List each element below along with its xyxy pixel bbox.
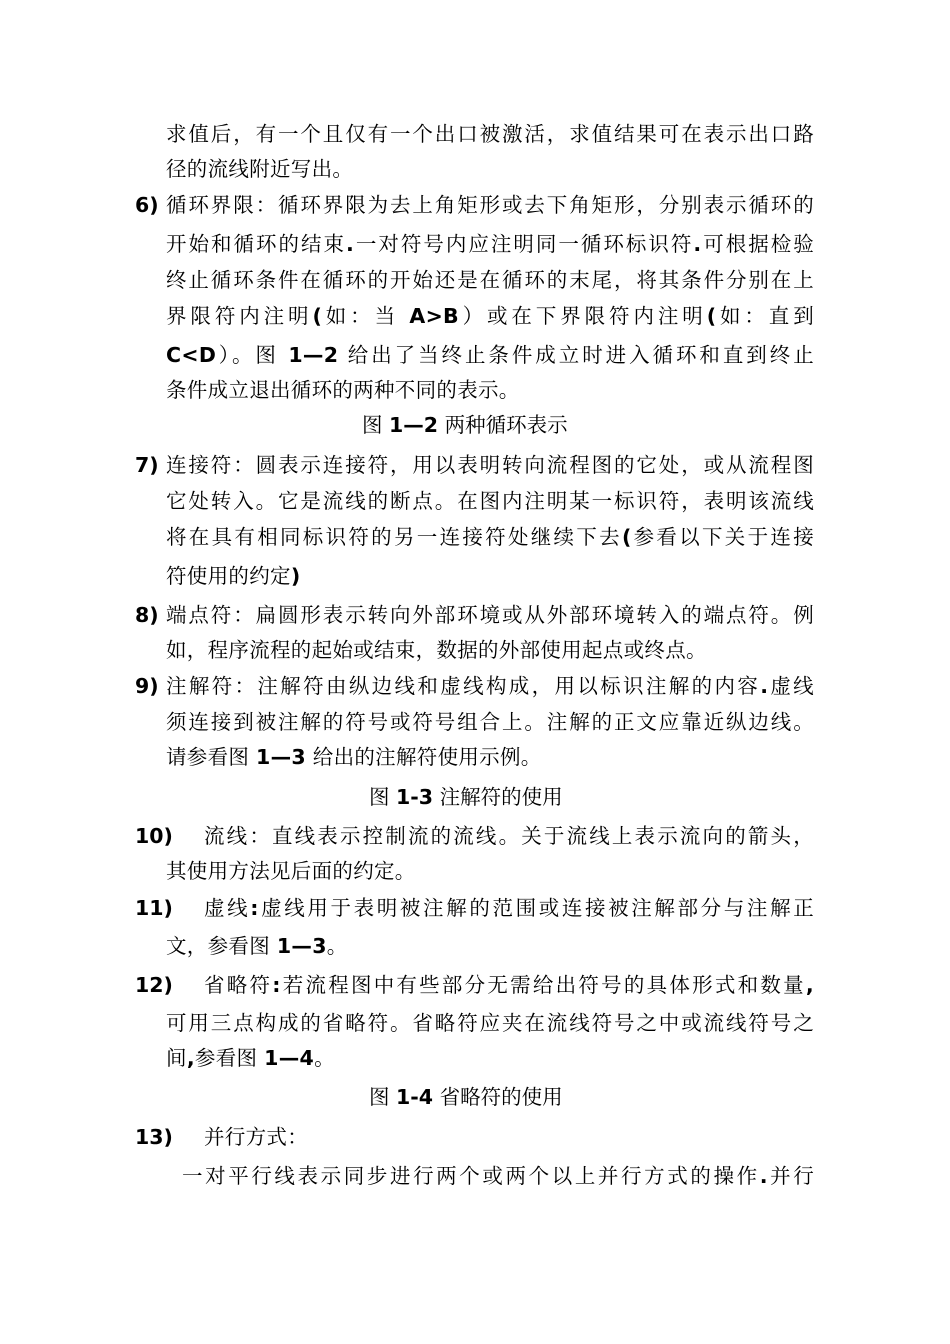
text-line: 如，程序流程的起始或结束，数据的外部使用起点或终点。 [166,638,707,662]
text-line: 界限符内注明(如：当 A>B）或在下界限符内注明(如：直到 [166,304,814,328]
text-line: 终止循环条件在循环的开始还是在循环的末尾，将其条件分别在上 [166,268,814,292]
text-line: 虚线:虚线用于表明被注解的范围或连接被注解部分与注解正 [204,896,814,920]
figure-caption: 图 1-3 注解符的使用 [369,785,563,809]
item-number: 7) [135,453,159,477]
figure-caption: 图 1-4 省略符的使用 [369,1085,563,1109]
text-line: 符使用的约定) [166,564,301,588]
item-number: 11) [135,896,173,920]
text-line: 请参看图 1—3 给出的注解符使用示例。 [166,745,542,769]
text-line: 间,参看图 1—4。 [166,1046,335,1070]
item-number: 10) [135,824,173,848]
item-number: 8) [135,603,159,627]
item-number: 9) [135,674,159,698]
text-line: 省略符:若流程图中有些部分无需给出符号的具体形式和数量, [204,973,814,997]
item-number: 12) [135,973,173,997]
text-line: 流线：直线表示控制流的流线。关于流线上表示流向的箭头， [204,824,814,848]
text-line: 须连接到被注解的符号或符号组合上。注解的正文应靠近纵边线。 [166,710,814,734]
text-line: 可用三点构成的省略符。省略符应夹在流线符号之中或流线符号之 [166,1011,814,1035]
item-number: 6) [135,193,159,217]
text-line: 并行方式： [204,1125,308,1149]
text-line: 一对平行线表示同步进行两个或两个以上并行方式的操作.并行 [182,1164,814,1188]
text-line: 端点符：扁圆形表示转向外部环境或从外部环境转入的端点符。例 [166,603,814,627]
text-line: 条件成立退出循环的两种不同的表示。 [166,378,520,402]
item-number: 13) [135,1125,173,1149]
text-line: 文，参看图 1—3。 [166,934,348,958]
text-line: 开始和循环的结束.一对符号内应注明同一循环标识符.可根据检验 [166,232,815,256]
text-line: 循环界限：循环界限为去上角矩形或去下角矩形，分别表示循环的 [166,193,814,217]
text-line: 连接符：圆表示连接符，用以表明转向流程图的它处，或从流程图 [166,453,814,477]
text-line: 将在具有相同标识符的另一连接符处继续下去(参看以下关于连接 [166,525,815,549]
text-line: C<D）。图 1—2 给出了当终止条件成立时进入循环和直到终止 [166,343,814,367]
text-line: 注解符：注解符由纵边线和虚线构成，用以标识注解的内容.虚线 [166,674,814,698]
text-line: 它处转入。它是流线的断点。在图内注明某一标识符，表明该流线 [166,489,814,513]
text-line: 径的流线附近写出。 [166,157,354,181]
text-line: 求值后，有一个且仅有一个出口被激活，求值结果可在表示出口路 [166,122,814,146]
text-line: 其使用方法见后面的约定。 [166,859,416,883]
figure-caption: 图 1—2 两种循环表示 [362,413,568,437]
